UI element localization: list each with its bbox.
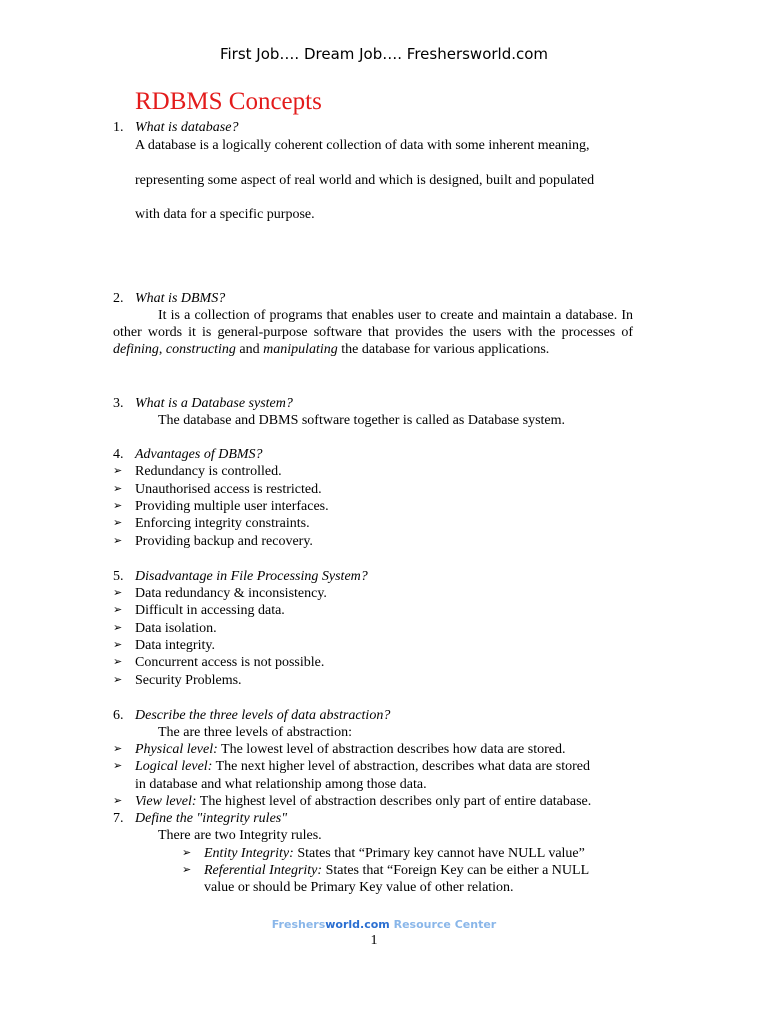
q6-physical-label: Physical level: <box>135 742 218 757</box>
q3-answer: The database and DBMS software together is called as Database system. <box>158 413 566 428</box>
q4-item: Unauthorised access is restricted. <box>135 482 322 497</box>
bullet-arrow-icon: ➢ <box>113 483 123 495</box>
q7-entity-integrity <box>204 845 585 862</box>
q6-question: Describe the three levels of data abstraction? <box>135 708 391 723</box>
bullet-arrow-icon: ➢ <box>113 639 123 651</box>
q2-sep-1: , <box>158 342 166 357</box>
q2-term-manipulating: manipulating <box>263 342 338 357</box>
q7-entity-label: Entity Integrity: <box>204 846 294 861</box>
footer-resource-center: Resource Center <box>389 918 497 931</box>
q6-logical-label: Logical level: <box>135 759 213 774</box>
q4-item: Redundancy is controlled. <box>135 464 282 479</box>
q6-logical-level <box>135 758 590 775</box>
q5-item: Data isolation. <box>135 621 217 636</box>
bullet-arrow-icon: ➢ <box>113 622 123 634</box>
page-footer <box>0 918 768 931</box>
q7-ref-text-1: States that “Foreign Key can be either a NULL <box>322 863 590 878</box>
q3-question: What is a Database system? <box>135 396 293 411</box>
q3-number: 3. <box>113 396 124 411</box>
bullet-arrow-icon: ➢ <box>113 517 123 529</box>
q7-question: Define the "integrity rules" <box>135 811 288 826</box>
q6-physical-level <box>135 741 565 758</box>
q7-entity-text: States that “Primary key cannot have NULL value” <box>293 846 585 861</box>
bullet-arrow-icon: ➢ <box>182 864 192 876</box>
bullet-arrow-icon: ➢ <box>113 674 123 686</box>
q2-question: What is DBMS? <box>135 291 226 306</box>
q7-referential-integrity <box>204 862 589 879</box>
page-number: 1 <box>370 933 378 948</box>
q5-item: Data redundancy & inconsistency. <box>135 586 327 601</box>
q6-number: 6. <box>113 708 124 723</box>
q4-question: Advantages of DBMS? <box>135 447 263 462</box>
q7-ref-label: Referential Integrity: <box>204 863 323 878</box>
q2-term-constructing: constructing <box>165 342 236 357</box>
q4-item: Providing multiple user interfaces. <box>135 499 329 514</box>
q2-term-defining: defining <box>113 342 159 357</box>
q2-answer <box>113 307 633 358</box>
q2-answer-text-2: the database for various applications. <box>337 342 550 357</box>
q2-number: 2. <box>113 291 124 306</box>
bullet-arrow-icon: ➢ <box>113 535 123 547</box>
q6-logical-text-1: The next higher level of abstraction, describes what data are stored <box>212 759 590 774</box>
q1-answer-line-3: with data for a specific purpose. <box>135 207 315 222</box>
q1-question: What is database? <box>135 120 239 135</box>
bullet-arrow-icon: ➢ <box>113 795 123 807</box>
bullet-arrow-icon: ➢ <box>113 743 123 755</box>
q5-number: 5. <box>113 569 124 584</box>
q5-item: Difficult in accessing data. <box>135 603 285 618</box>
bullet-arrow-icon: ➢ <box>113 760 123 772</box>
q6-physical-text: The lowest level of abstraction describes how data are stored. <box>217 742 566 757</box>
q4-number: 4. <box>113 447 124 462</box>
footer-freshers: Freshers <box>271 918 326 931</box>
q4-item: Enforcing integrity constraints. <box>135 516 310 531</box>
bullet-arrow-icon: ➢ <box>113 587 123 599</box>
q2-answer-text-1: It is a collection of programs that enables user to create and maintain a database. In other words it is general-purpose software that provides the users with the processes of <box>113 308 633 340</box>
q5-item: Data integrity. <box>135 638 215 653</box>
bullet-arrow-icon: ➢ <box>113 500 123 512</box>
q5-question: Disadvantage in File Processing System? <box>135 569 368 584</box>
q1-answer-line-2: representing some aspect of real world and which is designed, built and populated <box>135 173 595 188</box>
q1-answer-line-1: A database is a logically coherent collection of data with some inherent meaning, <box>135 138 590 153</box>
q6-view-text: The highest level of abstraction describes only part of entire database. <box>196 794 592 809</box>
q7-intro: There are two Integrity rules. <box>158 828 322 843</box>
bullet-arrow-icon: ➢ <box>113 604 123 616</box>
footer-world: world.com <box>325 918 390 931</box>
q7-number: 7. <box>113 811 124 826</box>
bullet-arrow-icon: ➢ <box>113 656 123 668</box>
bullet-arrow-icon: ➢ <box>113 465 123 477</box>
page-header: First Job…. Dream Job…. Freshersworld.com <box>219 45 549 63</box>
q6-view-label: View level: <box>135 794 197 809</box>
page-title: RDBMS Concepts <box>135 88 322 115</box>
q5-item: Concurrent access is not possible. <box>135 655 325 670</box>
q2-sep-2: and <box>235 342 264 357</box>
q6-view-level <box>135 793 591 810</box>
q6-logical-text-2: in database and what relationship among those data. <box>135 777 427 792</box>
q4-item: Providing backup and recovery. <box>135 534 313 549</box>
q6-intro: The are three levels of abstraction: <box>158 725 352 740</box>
q1-number: 1. <box>113 120 124 135</box>
bullet-arrow-icon: ➢ <box>182 847 192 859</box>
q5-item: Security Problems. <box>135 673 242 688</box>
q7-ref-text-2: value or should be Primary Key value of other relation. <box>204 880 514 895</box>
